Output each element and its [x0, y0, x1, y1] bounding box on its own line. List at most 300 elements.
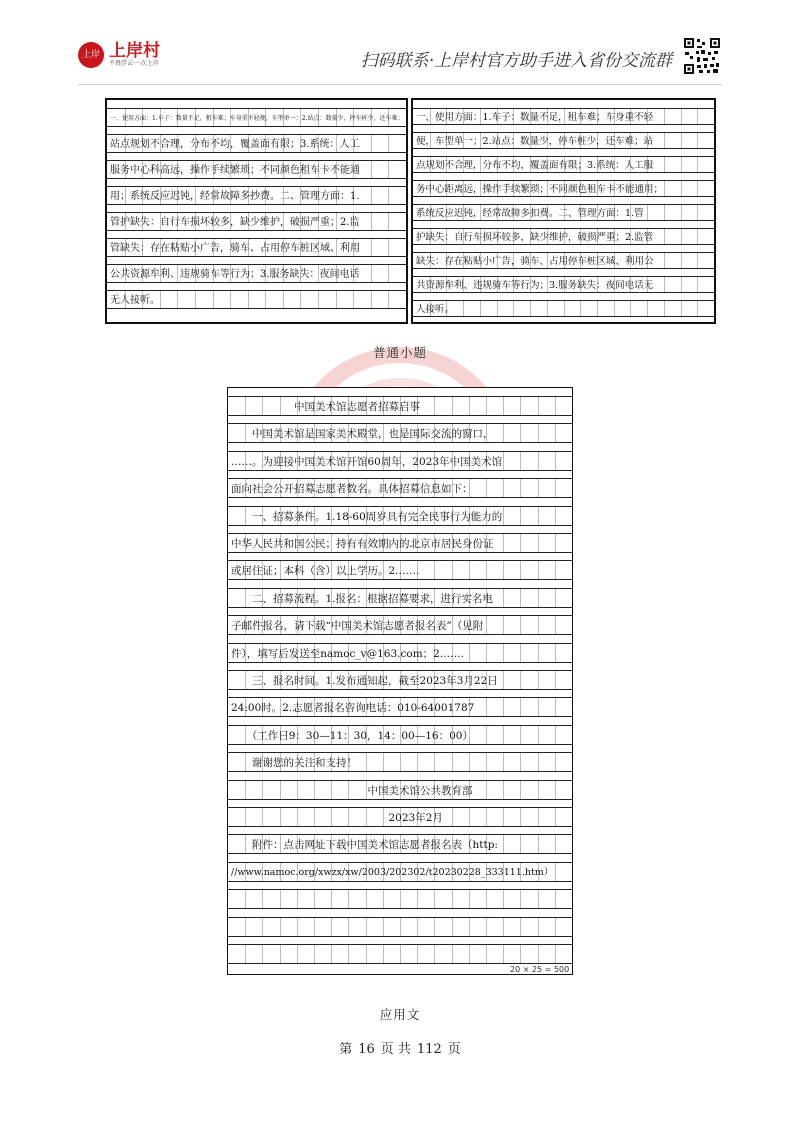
section-label-ordinary: 普通小题	[372, 345, 427, 360]
grid-cell-divider	[486, 561, 487, 579]
grid-cell-divider	[520, 918, 521, 936]
grid-cell-divider	[336, 291, 337, 308]
grid-row-text: 公共资源牟利、违规骑车等行为；3.服务缺失：夜间电话	[110, 269, 360, 280]
grid-cell-divider	[520, 644, 521, 662]
grid-cell-divider	[697, 157, 698, 172]
grid-cell-divider	[300, 291, 301, 308]
grid-cell-divider	[520, 808, 521, 826]
grid-row	[228, 807, 572, 827]
grid-cell-divider	[469, 397, 470, 415]
grid-row-text: 谢谢您的关注和支持！	[231, 757, 357, 770]
grid-row	[107, 160, 406, 179]
grid-cell-divider	[452, 753, 453, 771]
grid-cell-divider	[503, 479, 504, 497]
grid-cell-divider	[452, 561, 453, 579]
grid-cell-divider	[417, 890, 418, 908]
grid-cell-divider	[280, 945, 281, 963]
grid-row	[228, 917, 572, 937]
grid-cell-divider	[520, 397, 521, 415]
grid-cell-divider	[262, 890, 263, 908]
grid-cell-divider	[434, 561, 435, 579]
grid-cell-divider	[195, 291, 196, 308]
grid-cell-divider	[538, 698, 539, 716]
grid-cell-divider	[538, 534, 539, 552]
grid-cell-divider	[520, 507, 521, 525]
grid-row	[107, 212, 406, 231]
grid-cell-divider	[280, 890, 281, 908]
grid-row	[228, 780, 572, 800]
grid-cell-divider	[697, 301, 698, 316]
grid-cell-divider	[630, 301, 631, 316]
grid-cell-divider	[538, 589, 539, 607]
grid-cell-divider	[538, 479, 539, 497]
grid-cell-divider	[555, 698, 556, 716]
grid-row-text: 24:00时。2.志愿者报名咨询电话：010-64001787	[231, 702, 475, 715]
grid-row	[413, 204, 714, 221]
grid-cell-divider	[538, 397, 539, 415]
grid-cell-divider	[177, 291, 178, 308]
grid-row-text: 件），填写后发送至namoc_v@163.com；2.……	[231, 647, 465, 660]
grid-cell-divider	[314, 945, 315, 963]
grid-cell-divider	[503, 698, 504, 716]
grid-row	[228, 588, 572, 608]
grid-cell-divider	[400, 918, 401, 936]
grid-cell-divider	[664, 301, 665, 316]
grid-cell-divider	[555, 644, 556, 662]
grid-cell-divider	[538, 644, 539, 662]
grid-row	[413, 276, 714, 293]
grid-row-text: 务中心距离远，操作手续繁琐；不同颜色租车卡不能通用；	[416, 184, 664, 195]
grid-cell-divider	[486, 479, 487, 497]
grid-row-text: 用；系统反应迟钝，经常故障多抄费。二、管理方面：1.	[110, 191, 360, 202]
grid-row	[413, 108, 714, 125]
grid-row-text: 管护缺失：自行车损坏较多，缺少维护，破损严重；2.监	[110, 217, 360, 228]
grid-cell-divider	[388, 161, 389, 178]
grid-cell-divider	[383, 753, 384, 771]
grid-row	[413, 300, 714, 317]
grid-row-text: 管缺失：存在粘贴小广告，骑车、占用停车桩区域、利用	[110, 243, 360, 254]
grid-cell-divider	[463, 301, 464, 316]
grid-cell-divider	[520, 589, 521, 607]
grid-row-text: 点规划不合理，分布不均，覆盖面有限；3.系统：人工服	[416, 160, 654, 171]
grid-cell-divider	[469, 918, 470, 936]
grid-cell-divider	[555, 507, 556, 525]
grid-row	[228, 862, 572, 882]
grid-cell-divider	[538, 781, 539, 799]
word-counter: 20 × 25 = 500	[510, 965, 570, 974]
grid-row	[107, 108, 406, 127]
grid-cell-divider	[452, 808, 453, 826]
grid-cell-divider	[348, 890, 349, 908]
grid-cell-divider	[486, 616, 487, 634]
grid-cell-divider	[503, 808, 504, 826]
grid-cell-divider	[664, 229, 665, 244]
section-label-applied: 应用文	[379, 1007, 421, 1022]
grid-cell-divider	[388, 187, 389, 204]
grid-cell-divider	[664, 109, 665, 124]
grid-cell-divider	[245, 890, 246, 908]
grid-cell-divider	[434, 397, 435, 415]
grid-cell-divider	[245, 945, 246, 963]
grid-cell-divider	[597, 301, 598, 316]
grid-row	[413, 252, 714, 269]
grid-cell-divider	[503, 753, 504, 771]
grid-cell-divider	[452, 945, 453, 963]
grid-cell-divider	[664, 253, 665, 268]
grid-cell-divider	[555, 424, 556, 442]
page-number: 第 16 页 共 112 页	[339, 1042, 461, 1057]
grid-cell-divider	[371, 213, 372, 230]
grid-cell-divider	[348, 918, 349, 936]
grid-cell-divider	[366, 890, 367, 908]
grid-cell-divider	[280, 918, 281, 936]
grid-row-text: 中国美术馆是国家美术殿堂，也是国际交流的窗口，	[231, 428, 494, 441]
grid-cell-divider	[664, 277, 665, 292]
grid-row-text: 2023年2月	[231, 812, 443, 824]
grid-cell-divider	[452, 918, 453, 936]
grid-cell-divider	[520, 753, 521, 771]
grid-cell-divider	[664, 157, 665, 172]
grid-cell-divider	[213, 291, 214, 308]
grid-cell-divider	[497, 301, 498, 316]
grid-cell-divider	[555, 890, 556, 908]
grid-cell-divider	[503, 616, 504, 634]
grid-cell-divider	[681, 253, 682, 268]
grid-row-text: 无人接听。	[110, 295, 160, 306]
grid-cell-divider	[520, 890, 521, 908]
grid-cell-divider	[434, 945, 435, 963]
grid-row-text: 附件：点击网址下载中国美术馆志愿者报名表（http:	[231, 839, 498, 852]
grid-cell-divider	[555, 945, 556, 963]
answer-grid-main	[227, 387, 573, 975]
grid-row-text: ……。为迎接中国美术馆开馆60周年，2023年中国美术馆	[231, 455, 503, 468]
grid-cell-divider	[245, 918, 246, 936]
grid-cell-divider	[486, 945, 487, 963]
grid-cell-divider	[469, 561, 470, 579]
grid-row	[228, 725, 572, 745]
grid-cell-divider	[503, 835, 504, 853]
grid-cell-divider	[538, 835, 539, 853]
grid-cell-divider	[503, 945, 504, 963]
grid-row	[228, 889, 572, 909]
grid-cell-divider	[681, 133, 682, 148]
grid-cell-divider	[400, 945, 401, 963]
grid-cell-divider	[538, 945, 539, 963]
grid-cell-divider	[555, 835, 556, 853]
grid-row	[228, 944, 572, 964]
grid-cell-divider	[331, 890, 332, 908]
grid-cell-divider	[513, 301, 514, 316]
grid-cell-divider	[538, 753, 539, 771]
grid-cell-divider	[371, 187, 372, 204]
grid-cell-divider	[697, 181, 698, 196]
grid-cell-divider	[664, 205, 665, 220]
grid-cell-divider	[681, 109, 682, 124]
grid-cell-divider	[503, 397, 504, 415]
grid-row-text: 服务中心科高远，操作手续繁琐；不同颜色租车卡不能通	[110, 165, 360, 176]
grid-cell-divider	[353, 291, 354, 308]
grid-cell-divider	[388, 135, 389, 152]
grid-row-text: 一、招募条件。1.18-60周岁具有完全民事行为能力的	[231, 510, 503, 523]
grid-cell-divider	[520, 945, 521, 963]
answer-grid-left	[105, 98, 408, 324]
grid-cell-divider	[555, 589, 556, 607]
grid-cell-divider	[417, 753, 418, 771]
grid-row	[228, 533, 572, 553]
grid-row-text: //www.namoc.org/xwzx/xw/2003/202302/t20230228_333111.htm）	[231, 866, 554, 878]
grid-cell-divider	[555, 534, 556, 552]
grid-cell-divider	[520, 561, 521, 579]
grid-cell-divider	[520, 781, 521, 799]
brand-seal-icon: 上岸	[78, 42, 104, 68]
grid-cell-divider	[503, 781, 504, 799]
grid-cell-divider	[486, 397, 487, 415]
grid-cell-divider	[388, 265, 389, 282]
grid-cell-divider	[469, 808, 470, 826]
grid-cell-divider	[383, 890, 384, 908]
grid-cell-divider	[520, 671, 521, 689]
grid-cell-divider	[265, 291, 266, 308]
grid-cell-divider	[697, 205, 698, 220]
grid-cell-divider	[486, 726, 487, 744]
brand-slogan: 不畏浮云·一次上岸	[109, 60, 159, 67]
grid-cell-divider	[434, 918, 435, 936]
grid-cell-divider	[555, 479, 556, 497]
grid-cell-divider	[366, 945, 367, 963]
grid-row-text: 子邮件报名，请下载“中国美术馆志愿者报名表”（见附	[231, 620, 484, 633]
grid-cell-divider	[520, 452, 521, 470]
grid-cell-divider	[283, 291, 284, 308]
grid-row-text: （工作日9：30—11：30，14：00—16：00）	[231, 729, 473, 742]
grid-cell-divider	[297, 945, 298, 963]
grid-cell-divider	[503, 452, 504, 470]
grid-cell-divider	[538, 452, 539, 470]
grid-row	[413, 156, 714, 173]
grid-row	[107, 238, 406, 257]
grid-cell-divider	[697, 109, 698, 124]
grid-row-text: 系统反应迟钝，经常故障多扣费。二、管理方面：1.管	[416, 208, 644, 219]
grid-cell-divider	[664, 133, 665, 148]
grid-row	[228, 506, 572, 526]
grid-row-text: 人接听。	[416, 304, 455, 315]
grid-row-text: 中华人民共和国公民；持有有效期内的北京市居民身份证	[231, 538, 494, 550]
grid-cell-divider	[371, 239, 372, 256]
grid-cell-divider	[400, 753, 401, 771]
grid-cell-divider	[486, 753, 487, 771]
grid-cell-divider	[452, 397, 453, 415]
grid-cell-divider	[538, 918, 539, 936]
grid-cell-divider	[383, 918, 384, 936]
grid-cell-divider	[469, 644, 470, 662]
grid-cell-divider	[555, 616, 556, 634]
grid-cell-divider	[371, 135, 372, 152]
grid-row	[228, 396, 572, 416]
grid-row-text: 一、使用方面：1.车子：数量不足，租车难；车身重不轻	[416, 112, 654, 123]
grid-cell-divider	[388, 213, 389, 230]
grid-cell-divider	[681, 277, 682, 292]
grid-row	[228, 670, 572, 690]
grid-cell-divider	[388, 291, 389, 308]
grid-cell-divider	[520, 698, 521, 716]
grid-row	[228, 752, 572, 772]
grid-cell-divider	[697, 133, 698, 148]
grid-cell-divider	[538, 561, 539, 579]
grid-row-text: 或居住证；本科（含）以上学历。2.……	[231, 565, 420, 578]
grid-cell-divider	[331, 918, 332, 936]
grid-cell-divider	[434, 753, 435, 771]
grid-row-text: 二、招募流程。1.报名：根据招募要求，进行实名电	[231, 592, 494, 605]
grid-cell-divider	[697, 229, 698, 244]
grid-cell-divider	[434, 890, 435, 908]
grid-cell-divider	[503, 918, 504, 936]
grid-row-text: 三、报名时间。1.发布通知起，截至2023年3月22日	[231, 675, 498, 687]
grid-cell-divider	[318, 291, 319, 308]
grid-cell-divider	[555, 397, 556, 415]
grid-cell-divider	[400, 890, 401, 908]
grid-row-text: 中国美术馆公共教育部	[231, 784, 473, 797]
grid-cell-divider	[538, 507, 539, 525]
grid-row-text: 共资源牟利、违规骑车等行为；3.服务缺失：夜间电话无	[416, 280, 654, 291]
grid-row	[413, 180, 714, 197]
grid-cell-divider	[417, 918, 418, 936]
grid-cell-divider	[555, 561, 556, 579]
grid-cell-divider	[230, 291, 231, 308]
grid-cell-divider	[564, 301, 565, 316]
grid-cell-divider	[486, 890, 487, 908]
grid-row	[413, 132, 714, 149]
grid-row-text: 缺失：存在粘贴小广告，骑车、占用停车桩区域、利用公	[416, 256, 654, 267]
grid-row	[107, 264, 406, 283]
grid-cell-divider	[388, 239, 389, 256]
total-pages: 112	[416, 1042, 442, 1057]
grid-cell-divider	[452, 890, 453, 908]
grid-cell-divider	[503, 726, 504, 744]
grid-cell-divider	[681, 301, 682, 316]
grid-cell-divider	[647, 205, 648, 220]
grid-cell-divider	[555, 781, 556, 799]
grid-cell-divider	[555, 863, 556, 881]
grid-cell-divider	[486, 698, 487, 716]
grid-cell-divider	[486, 808, 487, 826]
grid-cell-divider	[314, 918, 315, 936]
grid-row	[228, 615, 572, 635]
grid-cell-divider	[520, 424, 521, 442]
grid-cell-divider	[262, 918, 263, 936]
answer-grid-right	[411, 98, 716, 324]
header-divider	[78, 84, 722, 85]
grid-row	[228, 423, 572, 443]
grid-cell-divider	[538, 808, 539, 826]
grid-cell-divider	[530, 301, 531, 316]
grid-cell-divider	[681, 229, 682, 244]
grid-cell-divider	[538, 616, 539, 634]
grid-row	[107, 134, 406, 153]
grid-cell-divider	[366, 753, 367, 771]
grid-cell-divider	[538, 671, 539, 689]
grid-cell-divider	[486, 644, 487, 662]
grid-cell-divider	[248, 291, 249, 308]
grid-cell-divider	[614, 301, 615, 316]
grid-cell-divider	[503, 534, 504, 552]
grid-cell-divider	[555, 918, 556, 936]
grid-cell-divider	[469, 753, 470, 771]
grid-cell-divider	[555, 452, 556, 470]
grid-cell-divider	[503, 644, 504, 662]
grid-row-text: 护缺失：自行车损坏较多，缺少维护，破损严重；2.监管	[416, 232, 654, 243]
grid-row	[107, 290, 406, 309]
grid-row	[228, 451, 572, 471]
grid-cell-divider	[503, 671, 504, 689]
grid-cell-divider	[371, 265, 372, 282]
grid-cell-divider	[297, 918, 298, 936]
grid-cell-divider	[486, 781, 487, 799]
page-header	[0, 0, 800, 92]
grid-cell-divider	[555, 671, 556, 689]
grid-row-text: 面向社会公开招募志愿者数名。具体招募信息如下：	[231, 483, 473, 496]
grid-cell-divider	[520, 616, 521, 634]
grid-cell-divider	[486, 918, 487, 936]
grid-cell-divider	[417, 945, 418, 963]
grid-cell-divider	[555, 753, 556, 771]
grid-cell-divider	[520, 479, 521, 497]
grid-row-text: 便，车型单一；2.站点：数量少，停车桩少，还车难；站	[416, 136, 654, 147]
grid-cell-divider	[697, 253, 698, 268]
header-title: 扫码联系·上岸村官方助手进入省份交流群	[360, 51, 672, 71]
grid-cell-divider	[538, 424, 539, 442]
grid-cell-divider	[331, 945, 332, 963]
grid-cell-divider	[503, 890, 504, 908]
grid-cell-divider	[297, 890, 298, 908]
qr-code-icon[interactable]	[683, 37, 721, 75]
grid-cell-divider	[681, 181, 682, 196]
grid-cell-divider	[503, 589, 504, 607]
grid-cell-divider	[480, 301, 481, 316]
grid-row	[228, 643, 572, 663]
grid-cell-divider	[348, 945, 349, 963]
grid-cell-divider	[538, 890, 539, 908]
grid-cell-divider	[314, 890, 315, 908]
grid-cell-divider	[469, 890, 470, 908]
grid-row	[228, 697, 572, 717]
grid-cell-divider	[547, 301, 548, 316]
grid-cell-divider	[503, 561, 504, 579]
grid-row	[107, 186, 406, 205]
grid-cell-divider	[697, 277, 698, 292]
grid-row	[228, 834, 572, 854]
grid-cell-divider	[366, 918, 367, 936]
grid-cell-divider	[555, 808, 556, 826]
brand-logo	[78, 42, 160, 68]
grid-row-text: 一、使用方面：1.车子：数量不足，租车难；车身重不轻便，车型单一；2.站点：数量少，停车桩少，还车难；	[110, 115, 404, 122]
grid-cell-divider	[520, 534, 521, 552]
grid-cell-divider	[520, 726, 521, 744]
grid-cell-divider	[647, 301, 648, 316]
grid-cell-divider	[538, 726, 539, 744]
grid-cell-divider	[520, 835, 521, 853]
brand-name: 上岸村	[109, 41, 160, 61]
grid-cell-divider	[681, 205, 682, 220]
grid-cell-divider	[580, 301, 581, 316]
grid-cell-divider	[503, 507, 504, 525]
grid-row-text: 站点规划不合理，分布不均，覆盖面有限；3.系统：人工	[110, 139, 360, 150]
grid-cell-divider	[555, 726, 556, 744]
grid-cell-divider	[503, 424, 504, 442]
grid-cell-divider	[262, 945, 263, 963]
grid-row-text: 中国美术馆志愿者招募启事	[231, 401, 420, 413]
grid-cell-divider	[383, 945, 384, 963]
grid-row	[228, 478, 572, 498]
grid-cell-divider	[681, 157, 682, 172]
